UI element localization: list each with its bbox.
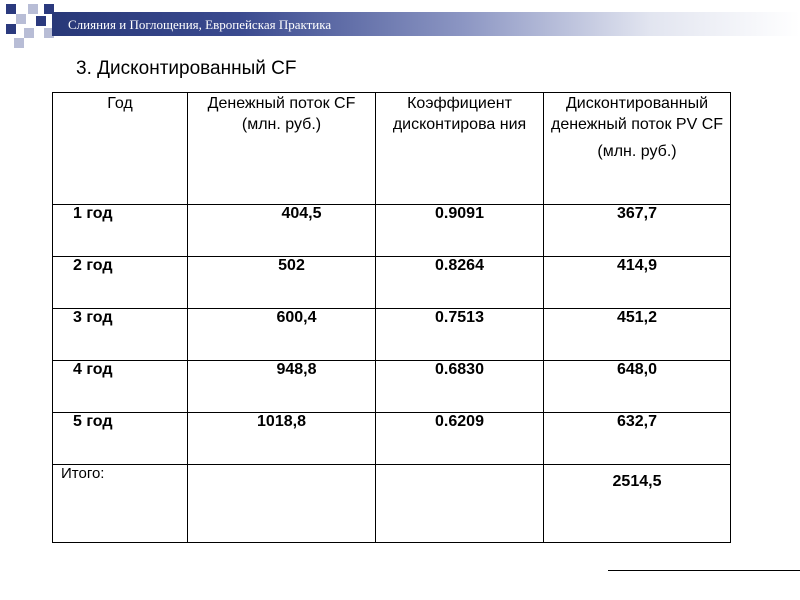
table-row — [53, 205, 731, 257]
header-pv-unit: (млн. руб.) — [597, 143, 677, 160]
cell-cf: 948,8 — [188, 361, 376, 413]
total-label: Итого: — [53, 465, 188, 543]
cell-factor: 0.6830 — [376, 361, 544, 413]
cell-cf: 502 — [188, 257, 376, 309]
cell-year: 1 год — [53, 205, 188, 257]
cell-factor: 0.7513 — [376, 309, 544, 361]
total-row — [53, 465, 731, 543]
total-empty-factor — [376, 465, 544, 543]
table-row — [53, 257, 731, 309]
header-band — [0, 0, 800, 38]
header-pv-title: Дисконтированный денежный поток PV CF — [550, 95, 724, 133]
header-discount-factor: Коэффициент дисконтирова ния — [376, 93, 544, 205]
cell-factor: 0.6209 — [376, 413, 544, 465]
slide-title: 3. Дисконтированный CF — [76, 58, 297, 79]
cell-factor: 0.9091 — [376, 205, 544, 257]
table-row — [53, 361, 731, 413]
header-pv — [544, 93, 731, 205]
cell-year: 4 год — [53, 361, 188, 413]
total-pv: 2514,5 — [544, 465, 731, 543]
cell-year: 5 год — [53, 413, 188, 465]
cell-cf: 600,4 — [188, 309, 376, 361]
cell-pv: 414,9 — [544, 257, 731, 309]
cell-factor: 0.8264 — [376, 257, 544, 309]
footer-divider — [608, 570, 800, 571]
cell-year: 3 год — [53, 309, 188, 361]
checker-decoration — [0, 0, 60, 52]
cell-cf: 404,5 — [188, 205, 376, 257]
total-empty-cf — [188, 465, 376, 543]
table-row — [53, 309, 731, 361]
table-row — [53, 413, 731, 465]
table-header-row — [53, 93, 731, 205]
header-cash-flow: Денежный поток CF (млн. руб.) — [188, 93, 376, 205]
cell-pv: 632,7 — [544, 413, 731, 465]
cell-pv: 451,2 — [544, 309, 731, 361]
header-title: Слияния и Поглощения, Европейская Практика — [68, 17, 332, 32]
discounted-cf-table — [52, 92, 731, 543]
header-year: Год — [53, 93, 188, 205]
cell-cf: 1018,8 — [188, 413, 376, 465]
cell-pv: 367,7 — [544, 205, 731, 257]
cell-year: 2 год — [53, 257, 188, 309]
cell-pv: 648,0 — [544, 361, 731, 413]
